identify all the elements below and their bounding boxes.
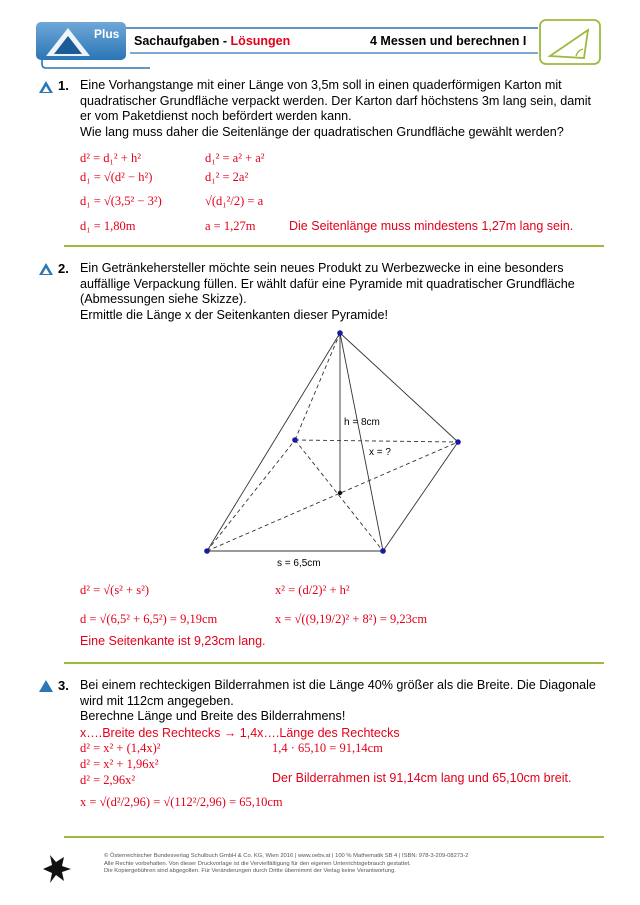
plus-logo <box>36 22 126 60</box>
hidden-base-edge <box>295 440 458 442</box>
task1-formula: d₁ = √(d² − h²) <box>80 170 153 184</box>
task3-formula: d² = x² + (1,4x)² <box>80 741 161 755</box>
task3-formula: d² = 2,96x² <box>80 773 136 787</box>
vertex-point <box>455 439 461 445</box>
task3-line: Berechne Länge und Breite des Bilderrahmens! <box>80 709 346 723</box>
task2-formula: d = √(6,5² + 6,5²) = 9,19cm <box>80 612 218 626</box>
apex-point <box>337 330 343 336</box>
page-title <box>134 34 290 48</box>
task1-number: 1. <box>58 78 69 93</box>
task1-formula: d₁² = a² + a² <box>205 151 265 165</box>
task1-answer: Die Seitenlänge muss mindestens 1,27m lang sein. <box>289 219 574 233</box>
triangle-logo-icon <box>42 26 94 58</box>
hidden-lateral-edge <box>295 333 340 440</box>
chapter-ruler-icon <box>538 18 604 68</box>
task3-number: 3. <box>58 678 69 693</box>
task2-triangle-icon <box>38 262 54 276</box>
task2-text <box>80 261 575 323</box>
vertex-point <box>380 548 386 554</box>
task1-formula: a = 1,27m <box>205 219 256 233</box>
task3-formula: d² = x² + 1,96x² <box>80 757 159 771</box>
lateral-edge <box>340 333 383 551</box>
vertex-point <box>204 548 210 554</box>
title-solutions: Lösungen <box>230 34 291 48</box>
task2-formula: d² = √(s² + s²) <box>80 583 150 597</box>
task1-line: Eine Vorhangstange mit einer Länge von 3,5m soll in einen quaderförmigen Karton mit <box>80 78 562 92</box>
publisher-logo-icon <box>40 852 74 886</box>
hidden-base-edge <box>207 440 295 551</box>
task1-formula: d₁ = √(3,5² − 3²) <box>80 194 162 208</box>
edge-label: x = ? <box>369 447 391 458</box>
task3-line: wird mit 112cm angegeben. <box>80 693 234 708</box>
pyramid-sketch <box>195 325 475 575</box>
task2-number: 2. <box>58 261 69 276</box>
task3-answer: Der Bilderrahmen ist 91,14cm lang und 65,10cm breit. <box>272 771 572 785</box>
footer-legal <box>104 853 468 876</box>
task2-line: auffällige Verpackung füllen. Er wählt dafür eine Pyramide mit quadratischer Grundfläche <box>80 276 575 291</box>
section-divider <box>64 245 604 247</box>
task2-line: (Abmessungen siehe Skizze). <box>80 292 247 306</box>
task1-line: er vom Paketdienst noch befördert werden kann. <box>80 109 352 123</box>
chapter-title: 4 Messen und berechnen I <box>370 34 527 48</box>
footer-line: Die Kopiergebühren sind abgegolten. Für Veränderungen durch Dritte übernimmt der Verlag keine Verantwortung. <box>104 868 396 874</box>
footer-line: © Österreichischer Bundesverlag Schulbuch GmbH & Co. KG, Wien 2016 | www.oebv.at | 100 % Mathematik SB 4 | ISBN: 978-3-209-08273-2 <box>104 853 469 859</box>
base-center-point <box>338 491 342 495</box>
task1-formula: d₁ = 1,80m <box>80 219 136 233</box>
task3-line: Bei einem rechteckigen Bilderrahmen ist die Länge 40% größer als die Breite. Die Diagonale <box>80 678 596 692</box>
task1-formula: √(d₁²/2) = a <box>205 194 264 208</box>
task3-triangle-icon <box>38 679 54 693</box>
plus-badge: Plus <box>94 27 120 41</box>
task3-text <box>80 678 596 725</box>
section-divider <box>64 662 604 664</box>
task3-formula: 1,4 · 65,10 = 91,14cm <box>272 741 383 755</box>
footer-line: Alle Rechte vorbehalten. Von dieser Druckvorlage ist die Vervielfältigung für den eigenen Unterrichtsgebrauch gestattet. <box>104 860 411 867</box>
task1-line: quadratischer Grundfläche verpackt werden. Der Karton darf höchstens 3m lang sein, damit <box>80 93 592 108</box>
height-label: h = 8cm <box>344 417 380 428</box>
vertex-point <box>292 437 298 443</box>
task2-answer: Eine Seitenkante ist 9,23cm lang. <box>80 634 266 648</box>
task2-line: Ermittle die Länge x der Seitenkanten dieser Pyramide! <box>80 307 389 322</box>
task2-line: Ein Getränkehersteller möchte sein neues Produkt zu Werbezwecke in eine besonders <box>80 261 564 275</box>
task1-line: Wie lang muss daher die Seitenlänge der quadratischen Grundfläche gewählt werden? <box>80 124 564 139</box>
section-divider <box>64 836 604 838</box>
task1-text <box>80 78 591 140</box>
title-text: Sachaufgaben - <box>134 34 231 48</box>
task1-formula: d₁² = 2a² <box>205 170 249 184</box>
task3-definition: x….Breite des Rechtecks → 1,4x….Länge des Rechtecks <box>80 726 400 740</box>
lateral-edge <box>207 333 340 551</box>
task1-triangle-icon <box>38 80 54 94</box>
task2-formula: x = √((9,19/2)² + 8²) = 9,23cm <box>275 612 428 626</box>
task3-formula: x = √(d²/2,96) = √(112²/2,96) = 65,10cm <box>80 795 283 809</box>
task2-formula: x² = (d/2)² + h² <box>275 583 350 597</box>
task1-formula: d² = d₁² + h² <box>80 151 141 165</box>
side-label: s = 6,5cm <box>277 558 321 569</box>
